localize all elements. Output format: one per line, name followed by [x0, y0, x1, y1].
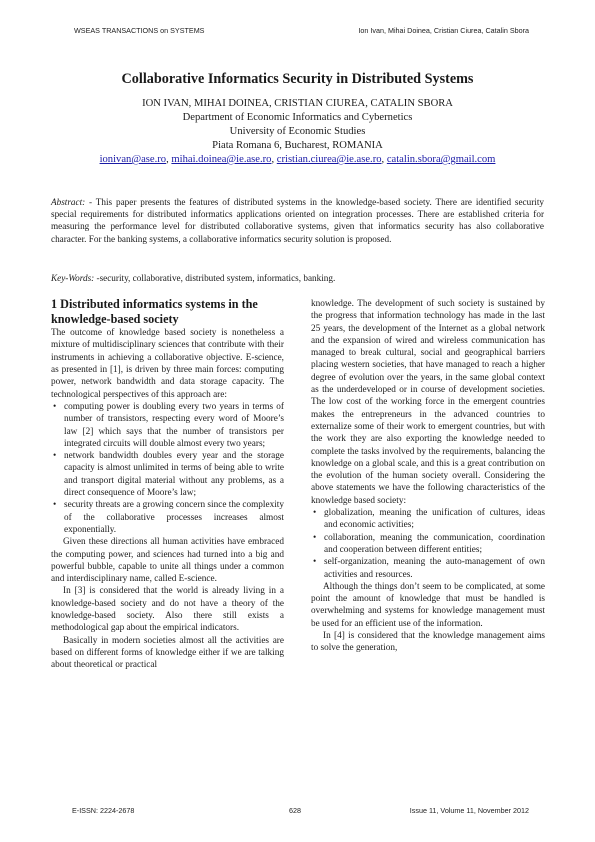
paper-title: Collaborative Informatics Security in Distributed Systems: [121, 71, 474, 87]
abstract: [51, 196, 544, 245]
paragraph: Given these directions all human activities have embraced the computing power, and sciences had turned into a big and powerful bubble, capable to unite all things under a common and interdisciplinary name, called E-science.: [51, 537, 284, 585]
paragraph: Basically in modern societies almost all the activities are based on different forms of knowledge either if we are talking about theoretical or practical: [51, 635, 284, 671]
page-number: 628: [289, 806, 301, 815]
author-names: ION IVAN, MIHAI DOINEA, CRISTIAN CIUREA, CATALIN SBORA: [142, 98, 453, 109]
bullet-icon: •: [313, 557, 317, 568]
list-item: [53, 499, 284, 536]
address: Piata Romana 6, Bucharest, ROMANIA: [212, 140, 383, 151]
running-header-journal: WSEAS TRANSACTIONS on SYSTEMS: [74, 26, 205, 35]
bullet-icon: •: [53, 451, 57, 462]
running-header-authors: Ion Ivan, Mihai Doinea, Cristian Ciurea, Catalin Sbora: [358, 26, 529, 35]
paragraph: In [4] is considered that the knowledge management aims to solve the generation,: [311, 631, 545, 654]
section-heading: 1 Distributed informatics systems in the knowledge-based society: [51, 297, 258, 326]
keywords-text: -security, collaborative, distributed system, informatics, banking.: [94, 273, 336, 283]
author-emails: ionivan@ase.ro, mihai.doinea@ie.ase.ro, cristian.ciurea@ie.ase.ro, catalin.sbora@gmail.com: [99, 154, 496, 165]
list-item-text: self-organization, meaning the auto-management of own activities and resources.: [324, 557, 545, 580]
list-item: [313, 507, 545, 532]
keywords-label: Key-Words:: [51, 273, 95, 283]
list-item-text: collaboration, meaning the communication, coordination and cooperation between different entities;: [324, 532, 545, 555]
email-link[interactable]: ionivan@ase.ro: [99, 154, 167, 165]
list-item-text: network bandwidth doubles every year and the storage capacity is almost unlimited in terms of being able to write and transport digital material without any problems, as a direct consequence of Moore’s law;: [64, 451, 284, 499]
abstract-label: Abstract: -: [51, 197, 93, 207]
bullet-list: [51, 401, 284, 536]
paragraph: Although the things don’t seem to be complicated, at some point the amount of knowledge that must be handled is overwhelming and systems for knowledge management must be used for an efficient use of the information.: [311, 581, 545, 629]
bullet-icon: •: [53, 500, 57, 511]
paragraph: The outcome of knowledge based society is nonetheless a mixture of multidisciplinary sciences that contribute with their instruments in achieving a collaborative objective. E-science, as presented in [1], is driven by three main forces: computing power, network bandwidth and data storage capacity. The technological perspectives of this approach are:: [51, 328, 284, 400]
list-item: [53, 401, 284, 450]
keywords: [51, 272, 544, 284]
list-item: [313, 556, 545, 581]
email-link[interactable]: catalin.sbora@gmail.com: [386, 154, 496, 165]
bullet-list: [311, 507, 545, 581]
footer-issn: E-ISSN: 2224-2678: [72, 806, 135, 815]
title-block: [40, 70, 555, 167]
list-item-text: globalization, meaning the unification of cultures, ideas and economic activities;: [324, 508, 545, 531]
list-item: [53, 450, 284, 499]
list-item-text: computing power is doubling every two years in terms of number of transistors, respecting every word of Moore’s law [2] which says that the number of transistors per integrated circuits will double almost every two years;: [64, 401, 284, 449]
list-item-text: security threats are a growing concern since the complexity of the collaborative processes increases almost exponentially.: [64, 500, 284, 535]
paragraph: knowledge. The development of such society is sustained by the progress that information technology has made in the last 25 years, the development of the Internet as a global network and the expansion of wired and wireless communication has managed to break cultural, social and geographical barriers placing western societies, that have managed to reach a higher degree of evolution over the years, in the same global context as the underdeveloped or in course of development societies. The low cost of the working force in the emergent countries makes the entrepreneurs in the advanced countries to externalize some of their work to emergent countries, but with the work they are also exporting the knowledge needed to complete the tasks involved by the requirements, balancing the knowledge on a global scale, and this is a great contribution on the evolution of the human society overall. Considering the above statements we have the following characteristics of the knowledge based society:: [311, 299, 545, 506]
paragraph: In [3] is considered that the world is already living in a knowledge-based society and do not have a theory of the knowledge-based society. Also there still exists a methodological gap about the empirical indicators.: [51, 586, 284, 634]
right-column: [311, 298, 545, 655]
bullet-icon: •: [313, 532, 317, 543]
abstract-text: This paper presents the features of distributed systems in the knowledge-based society. There are identified security special requirements for distributed informatics applications oriented on integration processes. There are established criteria for measuring the performance level for distributed collaborative systems, given that informatics security has also collaborative character. For the banking systems, a collaborative informatics security solution is proposed.: [51, 197, 544, 244]
list-item: [313, 532, 545, 557]
left-column: [51, 297, 284, 672]
footer-issue: Issue 11, Volume 11, November 2012: [409, 806, 529, 815]
email-link[interactable]: cristian.ciurea@ie.ase.ro: [276, 154, 382, 165]
email-link[interactable]: mihai.doinea@ie.ase.ro: [171, 154, 272, 165]
department: Department of Economic Informatics and Cybernetics: [182, 112, 413, 123]
bullet-icon: •: [53, 401, 57, 412]
bullet-icon: •: [313, 508, 317, 519]
university: University of Economic Studies: [229, 126, 366, 137]
